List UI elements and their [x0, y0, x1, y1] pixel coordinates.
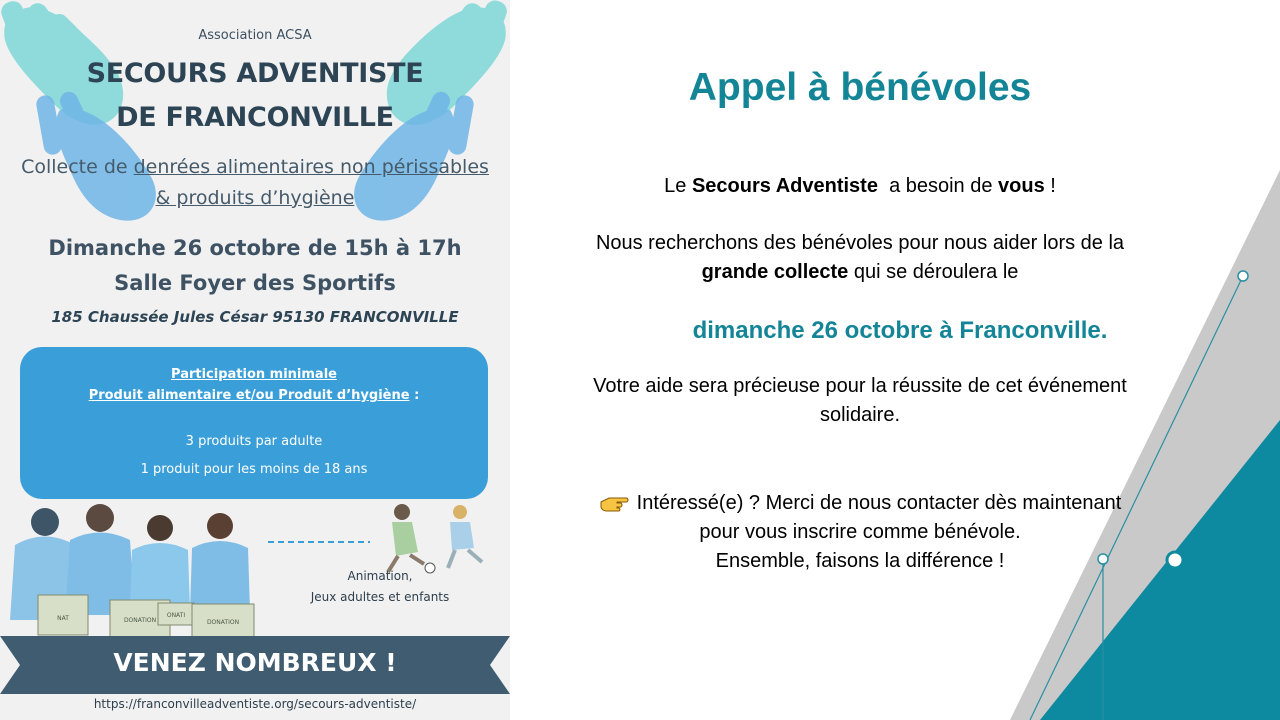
accent-dot-upper: [1238, 271, 1248, 281]
per-adult-text: 3 produits par adulte: [185, 434, 323, 449]
participation-box: [20, 347, 488, 499]
event-date-highlight: dimanche 26 octobre à Franconville.: [692, 317, 1108, 344]
animation-line-2: Jeux adultes et enfants: [310, 590, 450, 604]
collecte-line-2: & produits d’hygiène: [155, 187, 355, 209]
participation-colon: :: [409, 388, 420, 403]
flyer-address: 185 Chaussée Jules César 95130 FRANCONVILLE: [51, 308, 459, 326]
flyer-venue: Salle Foyer des Sportifs: [114, 271, 396, 295]
children-playing-icon: [388, 504, 482, 573]
contact-line-1-wrap: [520, 489, 1200, 518]
recruitment-rest: qui se déroulera le: [848, 261, 1019, 283]
intro-vous: vous: [998, 175, 1045, 197]
collecte-description: [0, 152, 510, 214]
box-label-1: NAT: [57, 615, 69, 622]
recruitment-line-2: [520, 258, 1200, 287]
page-heading: Appel à bénévoles: [688, 66, 1032, 109]
intro-org-name: Secours Adventiste: [691, 175, 878, 197]
recruitment-paragraph: [520, 229, 1200, 287]
intro-text-e: !: [1044, 175, 1056, 197]
intro-text-a: Le: [664, 175, 692, 197]
animation-line-1: Animation,: [347, 569, 413, 583]
participation-products-line: [20, 388, 488, 403]
contact-line-3: Ensemble, faisons la différence !: [715, 550, 1005, 572]
flyer-title-line-1: SECOURS ADVENTISTE: [86, 58, 424, 89]
contact-line-2: pour vous inscrire comme bénévole.: [699, 521, 1021, 543]
hand-pointing-right-icon: [599, 493, 629, 513]
collecte-items: denrées alimentaires non périssables: [133, 156, 489, 178]
cta-text: VENEZ NOMBREUX !: [113, 648, 397, 677]
contact-line-1: Intéressé(e) ? Merci de nous contacter dès maintenant: [636, 492, 1122, 514]
box-label-3: DONATION: [206, 619, 240, 626]
box-label-2: DONATION: [123, 617, 157, 624]
collecte-prefix: Collecte de: [21, 156, 134, 178]
box-label-4: ONATI: [166, 612, 186, 619]
participation-products: Produit alimentaire et/ou Produit d’hygiène: [88, 388, 410, 403]
grande-collecte-text: grande collecte: [701, 261, 849, 283]
help-line-1: Votre aide sera précieuse pour la réussite de cet événement: [593, 375, 1127, 397]
volunteer-figures-icon: [10, 504, 254, 638]
help-paragraph: [520, 372, 1200, 430]
association-name: Association ACSA: [198, 28, 312, 43]
recruitment-line-1: Nous recherchons des bénévoles pour nous aider lors de la: [595, 232, 1125, 254]
event-flyer: [0, 0, 510, 720]
intro-paragraph: [520, 172, 1200, 201]
flyer-url: https://franconvilleadventiste.org/secours-adventiste/: [93, 697, 417, 711]
intro-text-c: a besoin de: [877, 175, 999, 197]
flyer-title-line-2: DE FRANCONVILLE: [116, 102, 394, 133]
animation-text: [280, 566, 480, 608]
contact-paragraph: [520, 489, 1200, 576]
participation-title: Participation minimale: [171, 367, 337, 382]
help-line-2: solidaire.: [819, 404, 901, 426]
per-minor-text: 1 produit pour les moins de 18 ans: [140, 462, 368, 477]
flyer-date: Dimanche 26 octobre de 15h à 17h: [48, 236, 462, 260]
